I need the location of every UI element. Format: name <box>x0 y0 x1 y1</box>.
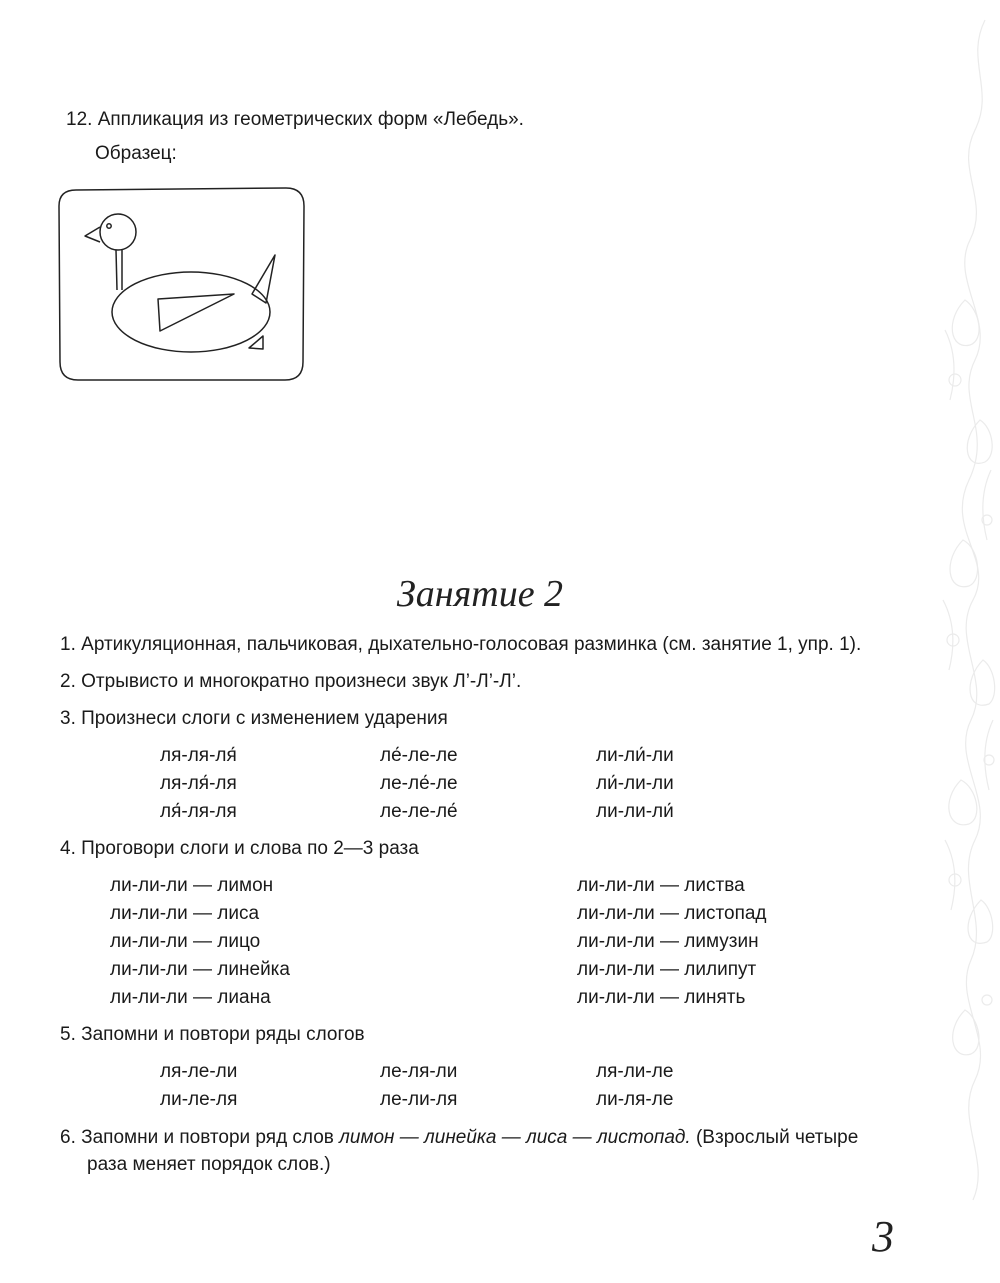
page-number: 3 <box>872 1212 894 1261</box>
syllable-row-cell: ля-ле-ли <box>160 1061 238 1082</box>
word-pair-right: ли-ли-ли — лилипут <box>577 959 757 980</box>
item-12 <box>66 108 524 132</box>
word-pair-right: ли-ли-ли — листопад <box>577 903 767 924</box>
exercise-text: Произнеси слоги с изменением ударения <box>81 708 448 729</box>
word-pair-left: ли-ли-ли — линейка <box>110 959 290 980</box>
exercise-6 <box>60 1126 858 1150</box>
syllable-row-cell: ли-ле-ля <box>160 1089 238 1110</box>
word-pair-right: ли-ли-ли — лимузин <box>577 931 759 952</box>
syllable-cell: ли-ли-ли́ <box>596 801 674 822</box>
syllable-row-cell: ли-ля-ле <box>596 1089 674 1110</box>
syllable-row-cell: ля-ли-ле <box>596 1061 674 1082</box>
syllable-row-cell: ле-ли-ля <box>380 1089 458 1110</box>
word-pair-right: ли-ли-ли — листва <box>577 875 745 896</box>
exercise-number: 5. <box>60 1024 76 1045</box>
exercise-text: Артикуляционная, пальчиковая, дыхательно-голосовая разминка (см. занятие 1, упр. 1). <box>81 634 862 655</box>
swan-application-figure <box>56 186 306 382</box>
word-pair-left: ли-ли-ли — лиана <box>110 987 271 1008</box>
word-pair-right: ли-ли-ли — линять <box>577 987 746 1008</box>
word-pair-left: ли-ли-ли — лицо <box>110 931 261 952</box>
syllable-cell: ли́-ли-ли <box>596 773 674 794</box>
exercise-4 <box>60 837 419 861</box>
lesson-title: Занятие 2 <box>396 573 564 615</box>
item-text: Аппликация из геометрических форм «Лебедь». <box>97 109 524 130</box>
exercise-text: Запомни и повтори ряд слов <box>81 1127 340 1148</box>
swan-body-ellipse <box>112 272 270 352</box>
exercise-number: 3. <box>60 708 76 729</box>
floral-border-decoration <box>925 0 1000 1283</box>
word-pair-left: ли-ли-ли — лиса <box>110 903 260 924</box>
syllable-cell: ля-ля́-ля <box>160 773 237 794</box>
syllable-cell: ле́-ле-ле <box>380 745 458 766</box>
exercise-text: Запомни и повтори ряды слогов <box>81 1024 365 1045</box>
swan-beak-triangle <box>85 227 100 242</box>
exercise-text: Отрывисто и многократно произнеси звук Л’-Л’-Л’. <box>81 671 522 692</box>
item-number: 12. <box>66 109 93 130</box>
swan-neck <box>116 250 122 290</box>
exercise-6-line2: раза меняет порядок слов.) <box>87 1154 331 1175</box>
sample-label: Образец: <box>95 143 177 164</box>
exercise-words-italic: лимон — линейка — лиса — листопад. <box>339 1127 691 1148</box>
swan-head-circle <box>100 214 136 250</box>
exercise-3 <box>60 707 448 731</box>
exercise-5 <box>60 1023 365 1047</box>
exercise-number: 4. <box>60 838 76 859</box>
exercise-number: 6. <box>60 1127 76 1148</box>
exercise-text: Проговори слоги и слова по 2—3 раза <box>81 838 419 859</box>
exercise-number: 2. <box>60 671 76 692</box>
syllable-cell: ли-ли́-ли <box>596 745 674 766</box>
syllable-cell: ля́-ля-ля <box>160 801 237 822</box>
exercise-text-cont: (Взрослый четыре <box>690 1127 859 1148</box>
exercise-1 <box>60 633 861 657</box>
exercise-number: 1. <box>60 634 76 655</box>
syllable-cell: ля-ля-ля́ <box>160 745 237 766</box>
syllable-row-cell: ле-ля-ли <box>380 1061 458 1082</box>
swan-wing-triangle <box>158 294 234 331</box>
swan-eye <box>107 224 111 228</box>
exercise-2 <box>60 670 521 694</box>
syllable-cell: ле-ле-ле́ <box>380 801 458 822</box>
word-pair-left: ли-ли-ли — лимон <box>110 875 274 896</box>
syllable-cell: ле-ле́-ле <box>380 773 458 794</box>
